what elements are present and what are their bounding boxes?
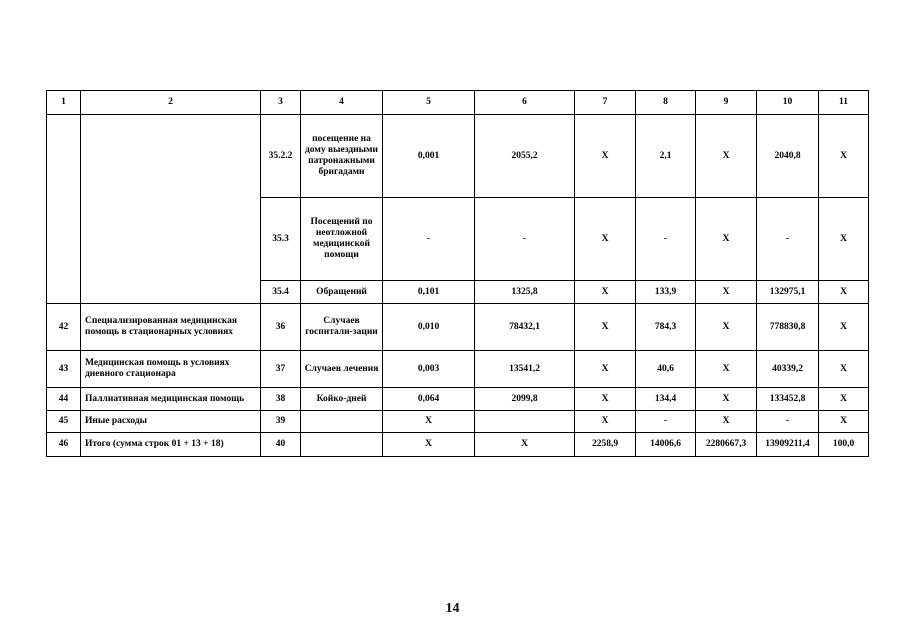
value-cell: Х (575, 281, 636, 304)
header-cell: 2 (81, 91, 261, 115)
unit-cell: Койко-дней (301, 388, 383, 411)
value-cell: 784,3 (636, 304, 696, 351)
row-name-cell: Паллиативная медицинская помощь (81, 388, 261, 411)
value-cell: 2040,8 (757, 115, 819, 198)
value-cell: - (636, 411, 696, 433)
row-name-cell: Специализированная медицинская помощь в стационарных условиях (81, 304, 261, 351)
line-code-cell: 38 (261, 388, 301, 411)
row-number-cell: 42 (47, 304, 81, 351)
unit-cell (301, 433, 383, 457)
value-cell: Х (819, 304, 869, 351)
value-cell: 13909211,4 (757, 433, 819, 457)
value-cell: 2099,8 (475, 388, 575, 411)
row-number-cell: 45 (47, 411, 81, 433)
row-name-cell: Медицинская помощь в условиях дневного стационара (81, 351, 261, 388)
line-code-cell: 35.3 (261, 198, 301, 281)
value-cell: - (475, 198, 575, 281)
data-table (46, 90, 869, 457)
value-cell: Х (696, 411, 757, 433)
value-cell: 0,101 (383, 281, 475, 304)
row-number-cell: 43 (47, 351, 81, 388)
table-row (47, 351, 869, 388)
unit-cell (301, 411, 383, 433)
value-cell: Х (383, 411, 475, 433)
value-cell: 134,4 (636, 388, 696, 411)
line-code-cell: 39 (261, 411, 301, 433)
page-number: 14 (445, 601, 460, 616)
unit-cell: посещение на дому выездными патронажными бригадами (301, 115, 383, 198)
value-cell: 2055,2 (475, 115, 575, 198)
value-cell: Х (819, 198, 869, 281)
header-cell: 6 (475, 91, 575, 115)
header-cell: 4 (301, 91, 383, 115)
unit-cell: Посещений по неотложной медицинской помощи (301, 198, 383, 281)
value-cell: - (383, 198, 475, 281)
row-number-cell: 44 (47, 388, 81, 411)
value-cell: Х (696, 304, 757, 351)
header-cell: 10 (757, 91, 819, 115)
header-cell: 8 (636, 91, 696, 115)
value-cell: Х (696, 281, 757, 304)
value-cell: Х (575, 115, 636, 198)
value-cell: Х (819, 351, 869, 388)
table-row (47, 433, 869, 457)
value-cell: 40339,2 (757, 351, 819, 388)
value-cell: Х (475, 433, 575, 457)
value-cell: - (757, 411, 819, 433)
value-cell: 132975,1 (757, 281, 819, 304)
value-cell: 40,6 (636, 351, 696, 388)
value-cell: Х (696, 115, 757, 198)
value-cell: 14006,6 (636, 433, 696, 457)
value-cell: Х (575, 388, 636, 411)
value-cell: Х (383, 433, 475, 457)
row-name-cell (81, 115, 261, 304)
value-cell: 0,064 (383, 388, 475, 411)
value-cell: Х (575, 411, 636, 433)
row-number-cell (47, 115, 81, 304)
value-cell: 100,0 (819, 433, 869, 457)
value-cell: Х (819, 281, 869, 304)
row-number-cell: 46 (47, 433, 81, 457)
table-row (47, 388, 869, 411)
line-code-cell: 35.4 (261, 281, 301, 304)
value-cell: 1325,8 (475, 281, 575, 304)
value-cell: 2280667,3 (696, 433, 757, 457)
unit-cell: Обращений (301, 281, 383, 304)
value-cell: 0,010 (383, 304, 475, 351)
value-cell: Х (696, 198, 757, 281)
value-cell: Х (575, 351, 636, 388)
value-cell: 2,1 (636, 115, 696, 198)
value-cell: Х (575, 198, 636, 281)
header-cell: 5 (383, 91, 475, 115)
line-code-cell: 36 (261, 304, 301, 351)
header-cell: 7 (575, 91, 636, 115)
value-cell: Х (575, 304, 636, 351)
header-cell: 9 (696, 91, 757, 115)
line-code-cell: 40 (261, 433, 301, 457)
unit-cell: Случаев госпитали-зации (301, 304, 383, 351)
value-cell: Х (696, 388, 757, 411)
row-name-cell: Иные расходы (81, 411, 261, 433)
table-row (47, 411, 869, 433)
value-cell: 13541,2 (475, 351, 575, 388)
table-row (47, 304, 869, 351)
value-cell: 78432,1 (475, 304, 575, 351)
line-code-cell: 35.2.2 (261, 115, 301, 198)
value-cell: - (636, 198, 696, 281)
value-cell: 778830,8 (757, 304, 819, 351)
value-cell: - (757, 198, 819, 281)
value-cell: 2258,9 (575, 433, 636, 457)
value-cell: 0,001 (383, 115, 475, 198)
value-cell: Х (819, 388, 869, 411)
header-cell: 1 (47, 91, 81, 115)
value-cell: Х (819, 115, 869, 198)
value-cell: 133452,8 (757, 388, 819, 411)
line-code-cell: 37 (261, 351, 301, 388)
header-cell: 11 (819, 91, 869, 115)
unit-cell: Случаев лечения (301, 351, 383, 388)
value-cell (475, 411, 575, 433)
table-row (47, 115, 869, 198)
value-cell: 133,9 (636, 281, 696, 304)
row-name-cell: Итого (сумма строк 01 + 13 + 18) (81, 433, 261, 457)
value-cell: Х (819, 411, 869, 433)
table-header-row (47, 91, 869, 115)
header-cell: 3 (261, 91, 301, 115)
value-cell: 0,003 (383, 351, 475, 388)
value-cell: Х (696, 351, 757, 388)
